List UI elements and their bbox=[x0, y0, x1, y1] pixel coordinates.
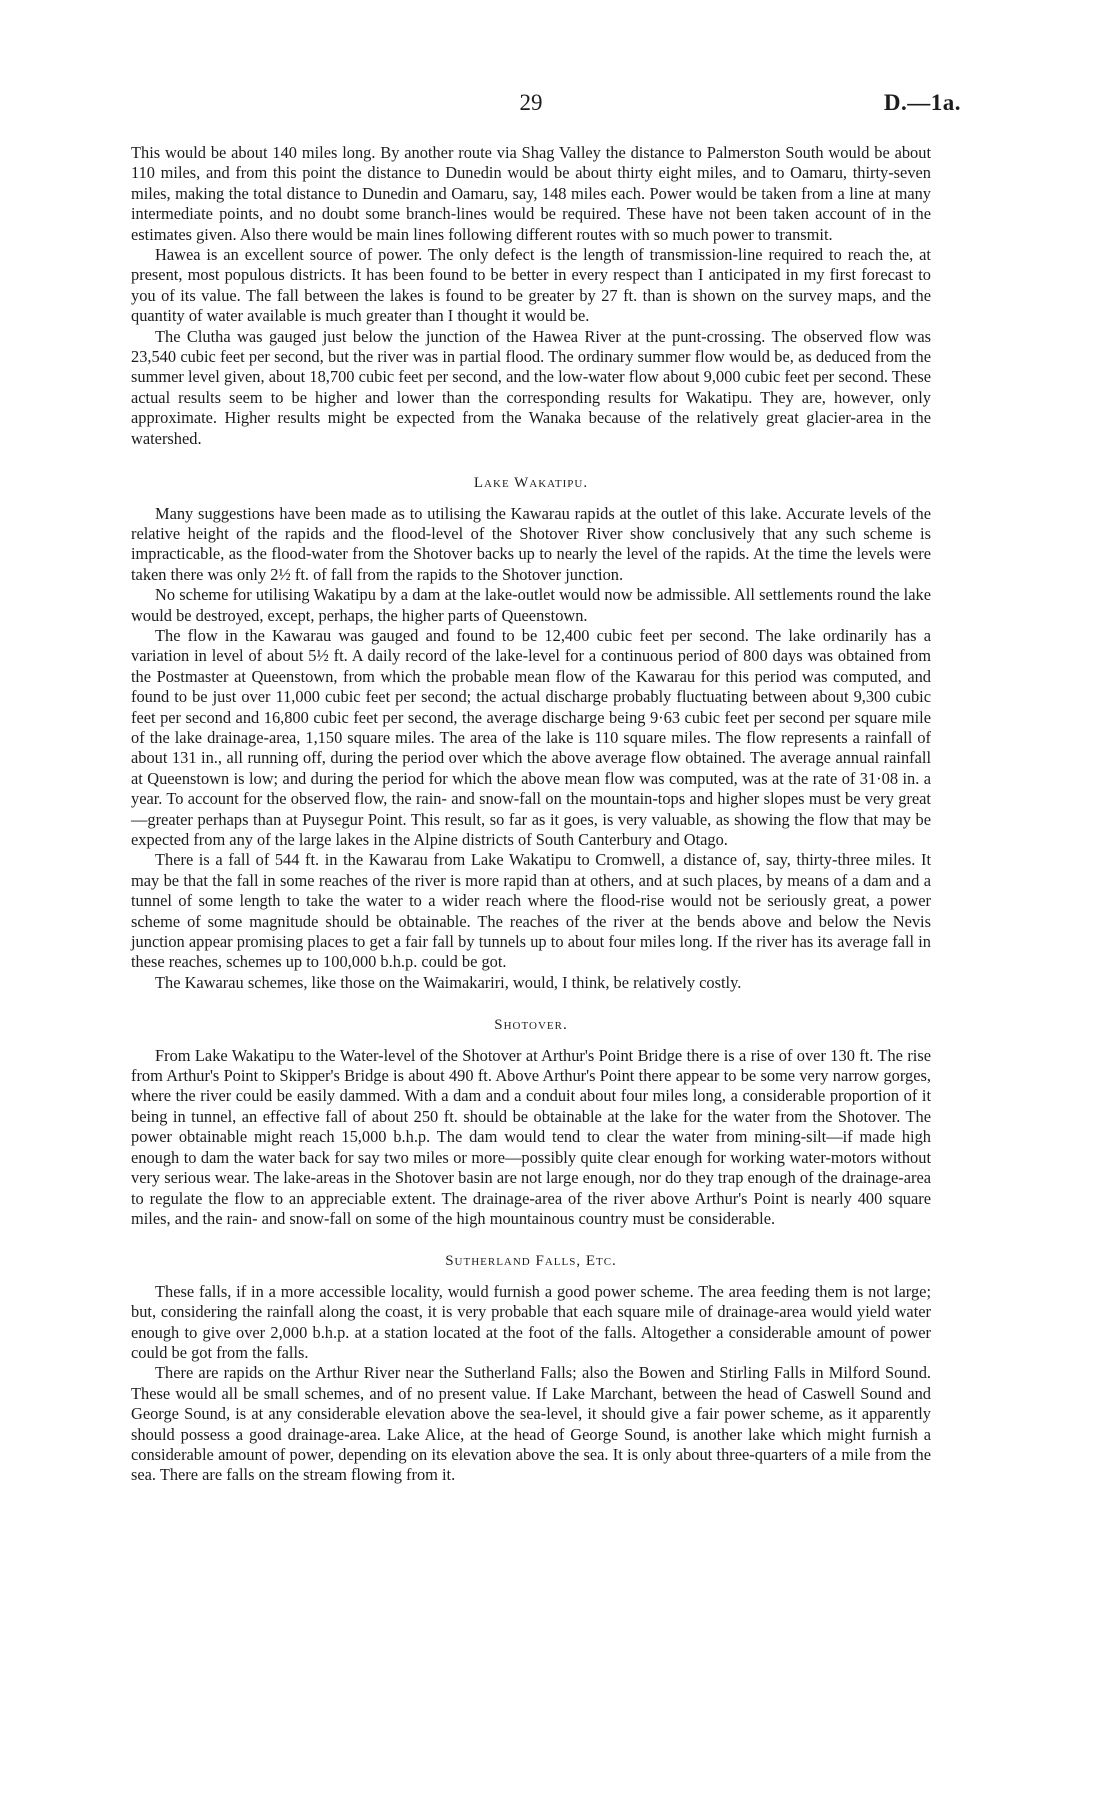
page-number: 29 bbox=[519, 90, 543, 115]
paragraph: This would be about 140 miles long. By another route via Shag Valley the distance to Palmerston South would be about 110 miles, and from this point the distance to Dunedin would be about thirty eight miles, and to Oamaru, thirty-seven miles, making the total distance to Dunedin and Oamaru, say, 148 miles each. Power would be taken from a line at many intermediate points, and no doubt some branch-lines would be required. These have not been taken account of in the estimates given. Also there would be main lines following different routes with so much power to transmit. bbox=[131, 143, 931, 244]
document-reference: D.—1a. bbox=[883, 90, 961, 115]
section-heading-shotover: Shotover. bbox=[494, 1017, 568, 1034]
section-heading-lake-wakatipu: Lake Wakatipu. bbox=[473, 475, 589, 492]
paragraph: There are rapids on the Arthur River near the Sutherland Falls; also the Bowen and Stirling Falls in Milford Sound. These would all be small schemes, and of no present value. If Lake Marchant, between the head of Caswell Sound and George Sound, is at any considerable elevation above the sea-level, it should give a fair power scheme, as it apparently should possess a good drainage-area. Lake Alice, at the head of George Sound, is another lake which might furnish a considerable amount of power, depending on its elevation above the sea. It is only about three-quarters of a mile from the sea. There are falls on the stream flowing from it. bbox=[131, 1363, 931, 1485]
paragraph: No scheme for utilising Wakatipu by a dam at the lake-outlet would now be admissible. All settlements round the lake would be destroyed, except, perhaps, the higher parts of Queenstown. bbox=[131, 585, 931, 625]
page-header bbox=[131, 90, 961, 122]
section-heading-sutherland-falls: Sutherland Falls, Etc. bbox=[445, 1253, 617, 1270]
paragraph: The flow in the Kawarau was gauged and found to be 12,400 cubic feet per second. The lake ordinarily has a variation in level of about 5½ ft. A daily record of the lake-level for a continuous period of 800 days was obtained from the Postmaster at Queenstown, from which the probable mean flow of the Kawarau for this period was computed, and found to be just over 11,000 cubic feet per second; the actual discharge probably fluctuating between about 9,300 cubic feet per second and 16,800 cubic feet per second, the average discharge being 9·63 cubic feet per second per square mile of the lake drainage-area, 1,150 square miles. The area of the lake is 110 square miles. The flow represents a rainfall of about 131 in., all running off, during the period over which the above average flow obtained. The average annual rainfall at Queenstown is low; and during the period for which the above mean flow was computed, was at the rate of 31·08 in. a year. To account for the observed flow, the rain- and snow-fall on the mountain-tops and higher slopes must be very great—greater perhaps than at Puysegur Point. This result, so far as it goes, is very valuable, as showing the flow that may be expected from any of the large lakes in the Alpine districts of South Canterbury and Otago. bbox=[131, 625, 931, 849]
paragraph: Many suggestions have been made as to utilising the Kawarau rapids at the outlet of this lake. Accurate levels of the relative height of the rapids and the flood-level of the Shotover River show conclusively that any such scheme is impracticable, as the flood-water from the Shotover backs up to nearly the level of the rapids. At the time the levels were taken there was only 2½ ft. of fall from the rapids to the Shotover junction. bbox=[131, 503, 931, 584]
paragraph: From Lake Wakatipu to the Water-level of the Shotover at Arthur's Point Bridge there is a rise of over 130 ft. The rise from Arthur's Point to Skipper's Bridge is about 490 ft. Above Arthur's Point there appear to be some very narrow gorges, where the river could be easily dammed. With a dam and a conduit about four miles long, a considerable proportion of it being in tunnel, an effective fall of about 250 ft. should be obtainable at the lake for the water from the Shotover. The power obtainable might reach 15,000 b.h.p. The dam would tend to clear the water from mining-silt—if made high enough to dam the water back for say two miles or more—possibly quite clear enough for working water-motors without very serious wear. The lake-areas in the Shotover basin are not large enough, nor do they trap enough of the drainage-area to regulate the flow to an appreciable extent. The drainage-area of the river above Arthur's Point is nearly 400 square miles, and the rain- and snow-fall on some of the high mountainous country must be considerable. bbox=[131, 1045, 931, 1228]
paragraph: The Kawarau schemes, like those on the Waimakariri, would, I think, be relatively costly. bbox=[155, 972, 742, 992]
paragraph: The Clutha was gauged just below the junction of the Hawea River at the punt-crossing. The observed flow was 23,540 cubic feet per second, but the river was in partial flood. The ordinary summer flow would be, as deduced from the summer level given, about 18,700 cubic feet per second, and the low-water flow about 9,000 cubic feet per second. These actual results seem to be higher and lower than the corresponding results for Wakatipu. They are, however, only approximate. Higher results might be expected from the Wanaka because of the relatively great glacier-area in the watershed. bbox=[131, 326, 931, 448]
paragraph: These falls, if in a more accessible locality, would furnish a good power scheme. The area feeding them is not large; but, considering the rainfall along the coast, it is very probable that each square mile of drainage-area would yield water enough to give over 2,000 b.h.p. at a station located at the foot of the falls. Altogether a considerable amount of power could be got from the falls. bbox=[131, 1281, 931, 1362]
page-body bbox=[131, 143, 931, 1486]
paragraph: There is a fall of 544 ft. in the Kawarau from Lake Wakatipu to Cromwell, a distance of, say, thirty-three miles. It may be that the fall in some reaches of the river is more rapid than at others, and at such places, by means of a dam and a tunnel of some length to take the water to a wider reach where the flood-rise would not be seriously great, a power scheme of some magnitude should be obtainable. The reaches of the river at the bends above and below the Nevis junction appear promising places to get a fair fall by tunnels up to about four miles long. If the river has its average fall in these reaches, schemes up to 100,000 b.h.p. could be got. bbox=[131, 850, 931, 972]
paragraph: Hawea is an excellent source of power. The only defect is the length of transmission-line required to reach the, at present, most populous districts. It has been found to be better in every respect than I anticipated in my first forecast to you of its value. The fall between the lakes is found to be greater by 27 ft. than is shown on the survey maps, and the quantity of water available is much greater than I thought it would be. bbox=[131, 245, 931, 326]
